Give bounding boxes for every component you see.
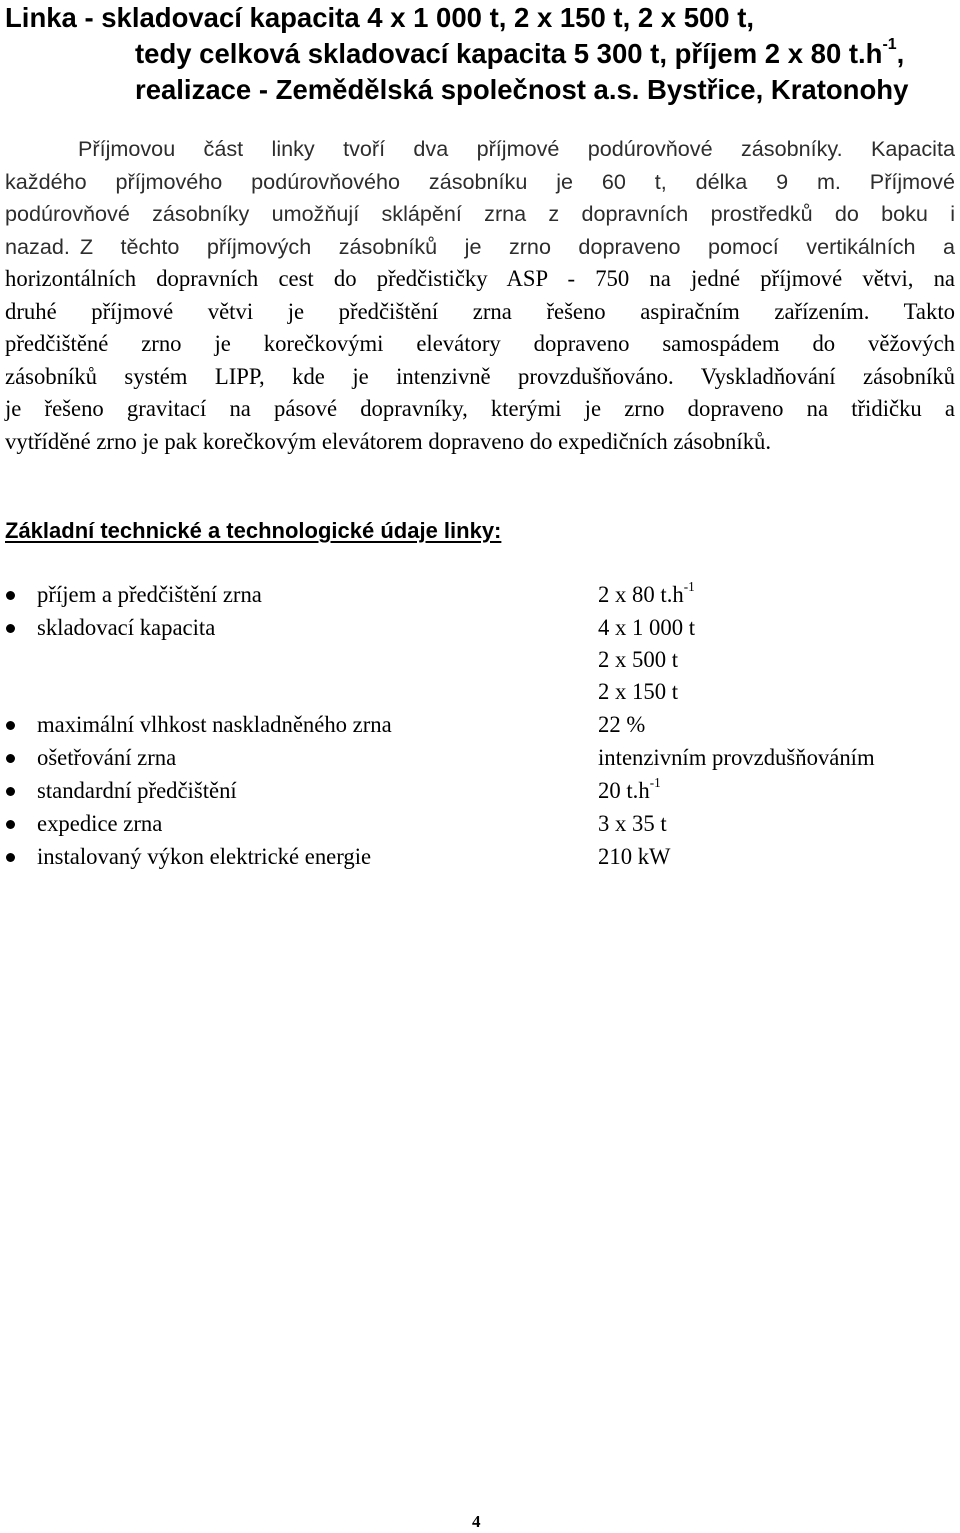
bullet-icon [6, 853, 15, 862]
intro-paragraph [5, 133, 955, 263]
spec-value: 2 x 150 t [598, 679, 679, 704]
spec-row-storage-cont-2 [0, 676, 960, 708]
spec-value-text: 20 t.h [598, 778, 650, 803]
spec-value [598, 578, 695, 611]
spec-value: 2 x 500 t [598, 647, 679, 672]
spec-label: instalovaný výkon elektrické energie [37, 844, 372, 869]
bullet-icon [6, 721, 15, 730]
title-line-2-exponent: -1 [882, 36, 897, 54]
bullet-icon [6, 820, 15, 829]
spec-value: 4 x 1 000 t [598, 615, 696, 640]
title-line-3: realizace - Zemědělská společnost a.s. Bystřice, Kratonohy [135, 74, 909, 105]
intro-line-1: Příjmovou část linky tvoří dva příjmové podúrovňové zásobníky. Kapacita [78, 136, 955, 161]
spec-value-text: 2 x 80 t.h [598, 582, 684, 607]
body-line-4: zásobníků systém LIPP, kde je intenzivně provzdušňováno. Vyskladňování zásobníků [5, 363, 955, 389]
body-line-5: je řešeno gravitací na pásové dopravníky, kterými je zrno dopraveno na třidičku a [5, 396, 955, 421]
intro-line-4-start: nazad. [5, 233, 70, 259]
spec-row-precleaning [0, 774, 960, 807]
intro-line-3: podúrovňové zásobníky umožňují sklápění zrna z dopravních prostředků do boku i [5, 201, 955, 226]
spec-value [598, 774, 661, 807]
intro-line-4-rest-wrap [70, 231, 955, 264]
body-line-6: vytříděné zrno je pak korečkovým elevátorem dopraveno do expedičních zásobníků. [5, 428, 772, 454]
spec-value: 3 x 35 t [598, 811, 667, 836]
spec-label: příjem a předčištění zrna [37, 582, 262, 607]
bullet-icon [6, 624, 15, 633]
spec-row-storage-cont-1 [0, 644, 960, 676]
body-line-2: druhé příjmové větvi je předčištění zrna řešeno aspiračním zařízením. Takto [5, 298, 955, 324]
spec-row-storage [0, 611, 960, 644]
spec-label: expedice zrna [37, 811, 163, 836]
document-title [5, 0, 955, 108]
spec-row-treatment [0, 741, 960, 774]
specs-list [0, 578, 960, 873]
spec-label: ošetřování zrna [37, 745, 177, 770]
page-number: 4 [472, 1512, 481, 1531]
spec-row-moisture [0, 708, 960, 741]
spec-row-intake [0, 578, 960, 611]
bullet-icon [6, 787, 15, 796]
title-line-2-text: tedy celková skladovací kapacita 5 300 t, příjem 2 x 80 t.h [135, 38, 883, 69]
bullet-icon [6, 754, 15, 763]
spec-value-exponent: -1 [683, 578, 695, 594]
section-title: Základní technické a technologické údaje linky: [5, 518, 502, 543]
intro-line-2: každého příjmového podúrovňového zásobníku je 60 t, délka 9 m. Příjmové [5, 168, 955, 194]
title-line-1: Linka - skladovací kapacita 4 x 1 000 t, 2 x 150 t, 2 x 500 t, [5, 2, 755, 33]
body-paragraph [5, 263, 955, 458]
title-line-2 [5, 36, 955, 72]
intro-line-4 [5, 231, 955, 264]
spec-row-power [0, 840, 960, 873]
spec-label: skladovací kapacita [37, 615, 216, 640]
spec-label: maximální vlhkost naskladněného zrna [37, 712, 392, 737]
title-line-2-tail: , [896, 38, 905, 69]
spec-value: 22 % [598, 712, 646, 737]
intro-line-4-rest: Z těchto příjmových zásobníků je zrno dopraveno pomocí vertikálních a [79, 233, 955, 259]
body-line-1: horizontálních dopravních cest do předčističky ASP - 750 na jedné příjmové větvi, na [5, 266, 955, 291]
body-line-3: předčištěné zrno je korečkovými elevátory dopraveno samospádem do věžových [5, 331, 955, 356]
spec-value-exponent: -1 [649, 774, 661, 790]
spec-value: 210 kW [598, 844, 671, 869]
spec-label: standardní předčištění [37, 778, 237, 803]
bullet-icon [6, 591, 15, 600]
spec-row-dispatch [0, 807, 960, 840]
spec-value: intenzivním provzdušňováním [598, 745, 875, 770]
